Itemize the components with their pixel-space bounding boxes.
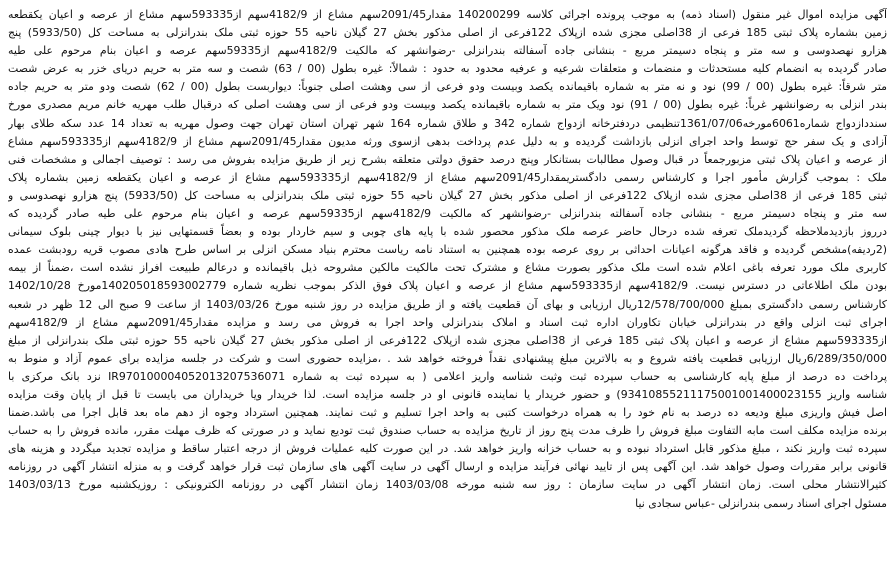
notice-line: برنده مزایده مکلف است مابه التفاوت مبلغ فروش را ظرف مدت پنج روز از تاریخ مزایده به حساب صندوق ثبت تودیع نماید و در صورتی که ظرف مهلت مقرر، مانده فروش را به حساب [8, 424, 887, 438]
notice-line: آزادی و یک سفر حج توسط واحد اجرای انزلی بازداشت گردیده و به دلیل عدم پرداخت بدهی ازسوی ورثه مدیون مقدار2091/45سهم مشاع از 4182/9سهم از593335سهم مشاع [8, 134, 887, 148]
notice-line: متر شرقاً: غیره بطول (00 / 99) نود و نه متر به شماره باقیمانده یکصد وبیست ودو فرعی از سی وهشت اصلی جنوباً: دیواربست بطول (00 / 62) شصت ودو متر به حریم جاده [8, 80, 887, 94]
notice-line: اجرای ثبت انزلی واقع در بندرانزلی خیابان تکاوران اداره ثبت اسناد و املاک بندرانزلی واحد اجرا به فروش می رسد و مزایده مقدار2091/45سهم مشاع از 4182/9سهم [8, 315, 887, 329]
notice-line: قانونی برابر مقررات وصول خواهد شد. این آگهی پس از تایید نهائی فرآیند مزایده و ارسال آگهی در سایت آگهی های سازمان ثبت قرار خواهد گرفت و به منزله انتشار آگهی در روزنامه [8, 460, 887, 474]
notice-line: کثیرالانتشار محلی است. زمان انتشار آگهی در سایت سازمان : روز سه شنبه مورخه 1403/03/08 زمان انتشار آگهی در روزنامه الکترونیکی : روزیکشنبه مورخ 1403/03/13 [8, 478, 887, 492]
notice-line: آگهی مزایده اموال غیر منقول (اسناد ذمه) به موجب پرونده اجرائی کلاسه 140200299 مقدار2091/45سهم مشاع از 4182/9سهم از593335سهم مشاع از عرصه و اعیان یکقطعه [8, 8, 887, 21]
notice-line: صادر گردیده به انضمام کلیه مستحدثات و منضمات و متعلقات شرعیه و عرفیه محدود به حدود : شمالاً: غیره بطول (00 / 63) شصت و سه متر به حریم دریای خزر به عرض شصت [8, 62, 887, 76]
notice-line: (2ردیفه)مشخص گردیده و فاقد هرگونه اعیانات احداثی بر روی عرصه بوده همچنین به استناد نامه ریاست محترم بنیاد مسکن انزلی بر اساس طرح هادی مصوب قریه رودبشت عمده [8, 243, 887, 257]
notice-line: از593335سهم مشاع از عرصه و اعیان پلاک ثبتی 185 فرعی از 38اصلی مجزی شده ازپلاک 122فرعی از اصلی مذکور بخش 27 گیلان ناحیه 55 حوزه ثبتی ملک بندرانزلی از مبلغ [8, 333, 887, 347]
notice-line: سپرده ثبت واریز نکند ، مبلغ مذکور قابل استرداد نبوده و به حساب خزانه واریز خواهد شد. در این صورت کلیه عملیات فروش از درجه اعتبار ساقط و مزایده تجدید میگردد و هزینه های [8, 442, 887, 456]
notice-line: اصل فیش واریزی مبلغ ودیعه ده درصد به نام خود را به همراه درخواست کتبی به واحد اجرا تسلیم و ثبت نمایند. همچنین استرداد وجوه از دهم ماه بعد قابل اجرا می باشد.ضمنا [8, 406, 887, 420]
notice-line: ثبتی 185 فرعی از 38اصلی مجزی شده ازپلاک 122فرعی از اصلی مذکور بخش 27 گیلان ناحیه 55 حوزه ثبتی ملک بندرانزلی به مساحت کل (5933/50) پنج هزارو نهصدوسی و [8, 188, 887, 202]
notice-line: درروز بازدیدملاحظه گردیدملک تعرفه شده درحال حاضر عرصه ملک مذکور محصور شده با پایه های چوبی و سیم خاردار بوده و بعضاً قسمتهایی نیز با دیوار چینی بلوک سیمانی [8, 225, 887, 239]
notice-line: سنددازدواج شماره6061مورخه1361/07/06تنظیمی دردفترخانه ازدواج شماره 342 و طلاق شماره 164 شهر تهران استان تهران جهت وصول مهریه به تعداد 14 عدد سکه طلای بهار [8, 116, 887, 130]
notice-line: پرداخت ده درصد از مبلغ پایه کارشناسی به حساب سپرده ثبت وثبت شناسه واریز اعلامی ( به سپرده ثبت به شماره IR970100004052013207536071 نزد بانک مرکزی با [8, 369, 887, 383]
notice-line: ملک : بموجب گزارش مأمور اجرا و کارشناس رسمی دادگستریمقدار2091/45سهم مشاع از 4182/9سهم از593335سهم مشاع از عرصه و اعیان یکقطعه زمین بشماره پلاک [8, 170, 887, 184]
notice-line: کاربری ملک مورد تعرفه باغی اعلام شده است ملک مذکور بصورت مشاع و مشترک تحت مالکیت مالکین مشروحه ذیل باقیمانده و درعالم طبیعت افراز نشده است ،ضمناً از بیمه [8, 261, 887, 275]
notice-line: بودن ملک اطلاعاتی در دسترس نیست. 4182/9سهم از593335سهم مشاع از عرصه و اعیان پلاک فوق الذکر بموجب نظریه شماره 140205018593002779مورخ 1402/10/28 [8, 279, 887, 293]
notice-line: بندر انزلی به رضوانشهر غرباً: غیره بطول (00 / 91) نود ویک متر به شماره باقیمانده یکصد وبیست ودو فرعی از سی وهشت اصلی که درقبال طلب مهریه خانم مریم مصدری مورخ [8, 98, 887, 112]
notice-line: 6/289/350/000ریال ارزیابی قطعیت یافته شروع و به بالاترین مبلغ پیشنهادی نقداً فروخته خواهد شد . ،مزایده حضوری است و شرکت در جلسه مزایده برای عموم آزاد و منوط به [8, 351, 887, 365]
signature-line: مسئول اجرای اسناد رسمی بندرانزلی -عباس سجادی نیا [635, 496, 887, 510]
notice-line: هزارو نهصدوسی و سه متر و پنجاه دسیمتر مربع - بنشانی جاده آسفالته بندرانزلی -رضوانشهر که مالکیت 4182/9سهم از59335سهم عرصه و اعیان بنام مرحوم علی طیه [8, 44, 887, 58]
notice-line: کارشناس رسمی دادگستری بمبلغ 12/578/700/000ریال ارزیابی و بهای آن قطعیت یافته و از طریق مزایده در روز شنبه مورخ 1403/03/26 از ساعت 9 صبح الی 12 ظهر در شعبه [8, 297, 887, 311]
notice-line: سه متر و پنجاه دسیمتر مربع - بنشانی جاده آسفالته بندرانزلی -رضوانشهر که مالکیت 4182/9سهم از59335سهم عرصه و اعیان بنام مرحوم علی طیه صادر گردیده که [8, 207, 887, 221]
notice-line: شناسه واریز 93410855211175001001400023155) و حضور خریدار یا نماینده قانونی او در جلسه مزایده است. لذا خریدار ویا خریداران می بایست تا قبل از پایان وقت مزایده [8, 387, 887, 401]
notice-line: از عرصه و اعیان پلاک ثبتی مزبورجمعاً در قبال وصول مطالبات بستانکار وپنج درصد حقوق دولتی متعلقه بشرح زیر از طریق مزایده بفروش می رسد : توصیف اجمالی و مشخصات فنی [8, 152, 887, 166]
notice-line: زمین بشماره پلاک ثبتی 185 فرعی از 38اصلی مجزی شده ازپلاک 122فرعی از اصلی مذکور بخش 27 گیلان ناحیه 55 حوزه ثبتی ملک بندرانزلی به مساحت کل (5933/50) پنج [8, 26, 887, 40]
